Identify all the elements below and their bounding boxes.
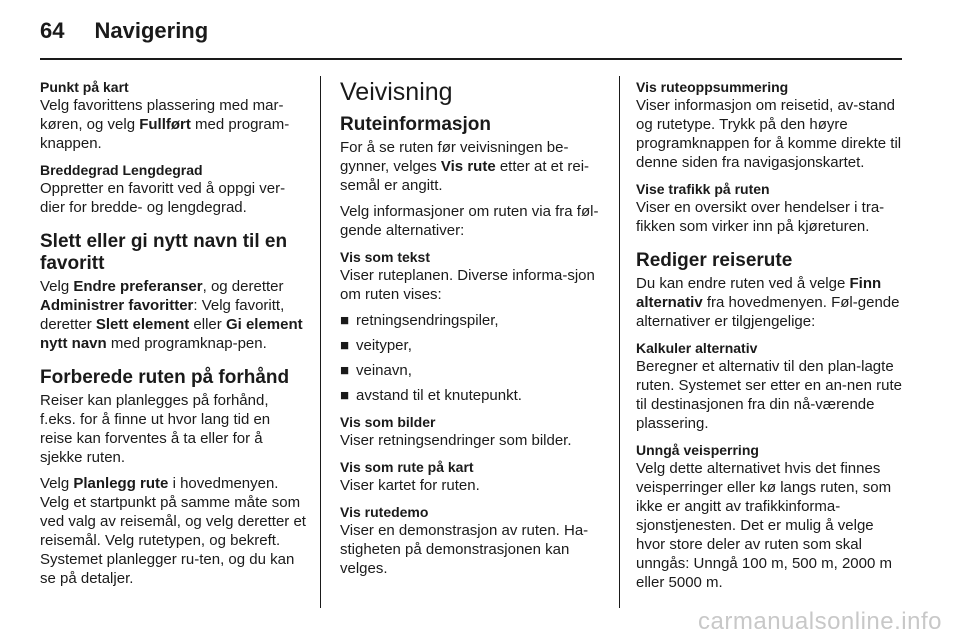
bold-term: Gi element nytt navn [40, 316, 303, 352]
list-item [340, 311, 606, 330]
subheading-kalkuler-alternativ: Kalkuler alternativ [636, 340, 758, 356]
text: med program-knappen. [40, 116, 290, 152]
bold-term: Fullført [139, 116, 191, 133]
heading-rediger-reiserute: Rediger reiserute [636, 250, 793, 271]
paragraph-vis-som-rute-pa-kart: Viser kartet for ruten. [340, 477, 480, 494]
heading-slett-favoritt: Slett eller gi nytt navn til en favoritt [40, 231, 288, 274]
bullet-square-icon: ■ [340, 362, 350, 379]
heading-ruteinformasjon: Ruteinformasjon [340, 114, 491, 135]
bullet-square-icon: ■ [340, 387, 350, 404]
text: , og deretter [202, 278, 284, 295]
page-header [40, 18, 208, 44]
watermark: carmanualsonline.info [698, 608, 942, 635]
subheading-vis-som-rute-pa-kart: Vis som rute på kart [340, 459, 474, 475]
subheading-unnga-veisperring: Unngå veisperring [636, 442, 759, 458]
section-title-veivisning: Veivisning [340, 78, 453, 106]
bold-term: Administrer favoritter [40, 297, 194, 314]
paragraph-forberede-2 [40, 474, 306, 588]
bold-term: Finn alternativ [636, 275, 882, 311]
bullet-square-icon: ■ [340, 337, 350, 354]
text: etter at et rei-semål er angitt. [340, 158, 590, 194]
list-item [340, 386, 606, 405]
paragraph-ruteoppsummering: Viser informasjon om reisetid, av-stand og rutetype. Trykk på den høyre programknappen for å komme direkte til denne siden fra navigasjonskartet. [636, 97, 902, 171]
page-number: 64 [40, 18, 65, 43]
text: i hovedmenyen. Velg et startpunkt på samme måte som ved valg av reisemål, og velg deretter et reisemål. Velg rutetypen, og bekreft. Systemet planlegger ru-ten, og du kan se på detaljer. [40, 475, 306, 587]
subheading-vis-som-bilder: Vis som bilder [340, 414, 436, 430]
paragraph-slett [40, 277, 306, 353]
bullet-list [340, 311, 606, 405]
column-divider-2 [619, 76, 620, 608]
list-item-text: avstand til et knutepunkt. [356, 387, 522, 404]
paragraph-forberede-1: Reiser kan planlegges på forhånd, f.eks. for å finne ut hvor lang tid en reise kan forventes å ta eller for å sjekke ruten. [40, 392, 271, 466]
list-item-text: retningsendringspiler, [356, 312, 499, 329]
paragraph-vise-trafikk: Viser en oversikt over hendelser i tra-fikken som virker inn på kjøreturen. [636, 199, 885, 235]
subheading-breddegrad: Breddegrad Lengdegrad [40, 162, 203, 178]
heading-forberede-ruten: Forberede ruten på forhånd [40, 367, 290, 388]
list-item [340, 336, 606, 355]
paragraph-vis-rutedemo: Viser en demonstrasjon av ruten. Ha-stigheten på demonstrasjonen kan velges. [340, 522, 589, 577]
list-item-text: veinavn, [356, 362, 412, 379]
column-2 [340, 78, 606, 585]
column-3 [636, 78, 904, 599]
bold-term: Endre preferanser [73, 278, 203, 295]
page-title: Navigering [94, 18, 209, 43]
subheading-vis-som-tekst: Vis som tekst [340, 249, 431, 265]
paragraph-kalkuler-alternativ: Beregner et alternativ til den plan-lagte ruten. Systemet ser etter en an-nen rute til destinasjonen fra din nå-værende plassering. [636, 358, 902, 432]
paragraph-rediger [636, 274, 904, 331]
column-1 [40, 78, 306, 595]
text: fra hovedmenyen. Føl-gende alternativer er tilgjengelige: [636, 294, 900, 330]
header-rule [40, 58, 902, 60]
list-item-text: veityper, [356, 337, 412, 354]
text: med programknap-pen. [106, 335, 267, 352]
text: For å se ruten før veivisningen be-gynner, velges [340, 139, 569, 175]
subheading-vis-ruteoppsummering: Vis ruteoppsummering [636, 79, 789, 95]
text: Velg [40, 475, 74, 492]
text: eller [189, 316, 226, 333]
text: Velg [40, 278, 74, 295]
paragraph-ruteinfo-2: Velg informasjoner om ruten via fra føl-gende alternativer: [340, 203, 599, 239]
paragraph-vis-som-tekst: Viser ruteplanen. Diverse informa-sjon om ruten vises: [340, 267, 595, 303]
column-divider-1 [320, 76, 321, 608]
paragraph-ruteinfo-1 [340, 138, 606, 195]
text: Du kan endre ruten ved å velge [636, 275, 850, 292]
bold-term: Vis rute [440, 158, 496, 175]
text: Velg favorittens plassering med mar-køren, og velg [40, 97, 284, 133]
subheading-punkt-pa-kart: Punkt på kart [40, 79, 129, 95]
paragraph-vis-som-bilder: Viser retningsendringer som bilder. [340, 432, 572, 449]
paragraph-punkt [40, 96, 306, 153]
text: : Velg favoritt, deretter [40, 297, 285, 333]
list-item [340, 361, 606, 380]
bold-term: Planlegg rute [73, 475, 169, 492]
bullet-square-icon: ■ [340, 312, 350, 329]
paragraph-unnga-veisperring: Velg dette alternativet hvis det finnes veisperringer eller kø langs ruten, som ikke er angitt av trafikkinforma-sjonstjenesten. Det er mulig å velge hvor store deler av ruten som skal unngås: Unngå 100 m, 500 m, 2000 m eller 5000 m. [636, 460, 892, 591]
paragraph-breddegrad: Oppretter en favoritt ved å oppgi ver-dier for bredde- og lengdegrad. [40, 180, 286, 216]
subheading-vis-rutedemo: Vis rutedemo [340, 504, 429, 520]
subheading-vise-trafikk: Vise trafikk på ruten [636, 181, 770, 197]
bold-term: Slett element [95, 316, 190, 333]
